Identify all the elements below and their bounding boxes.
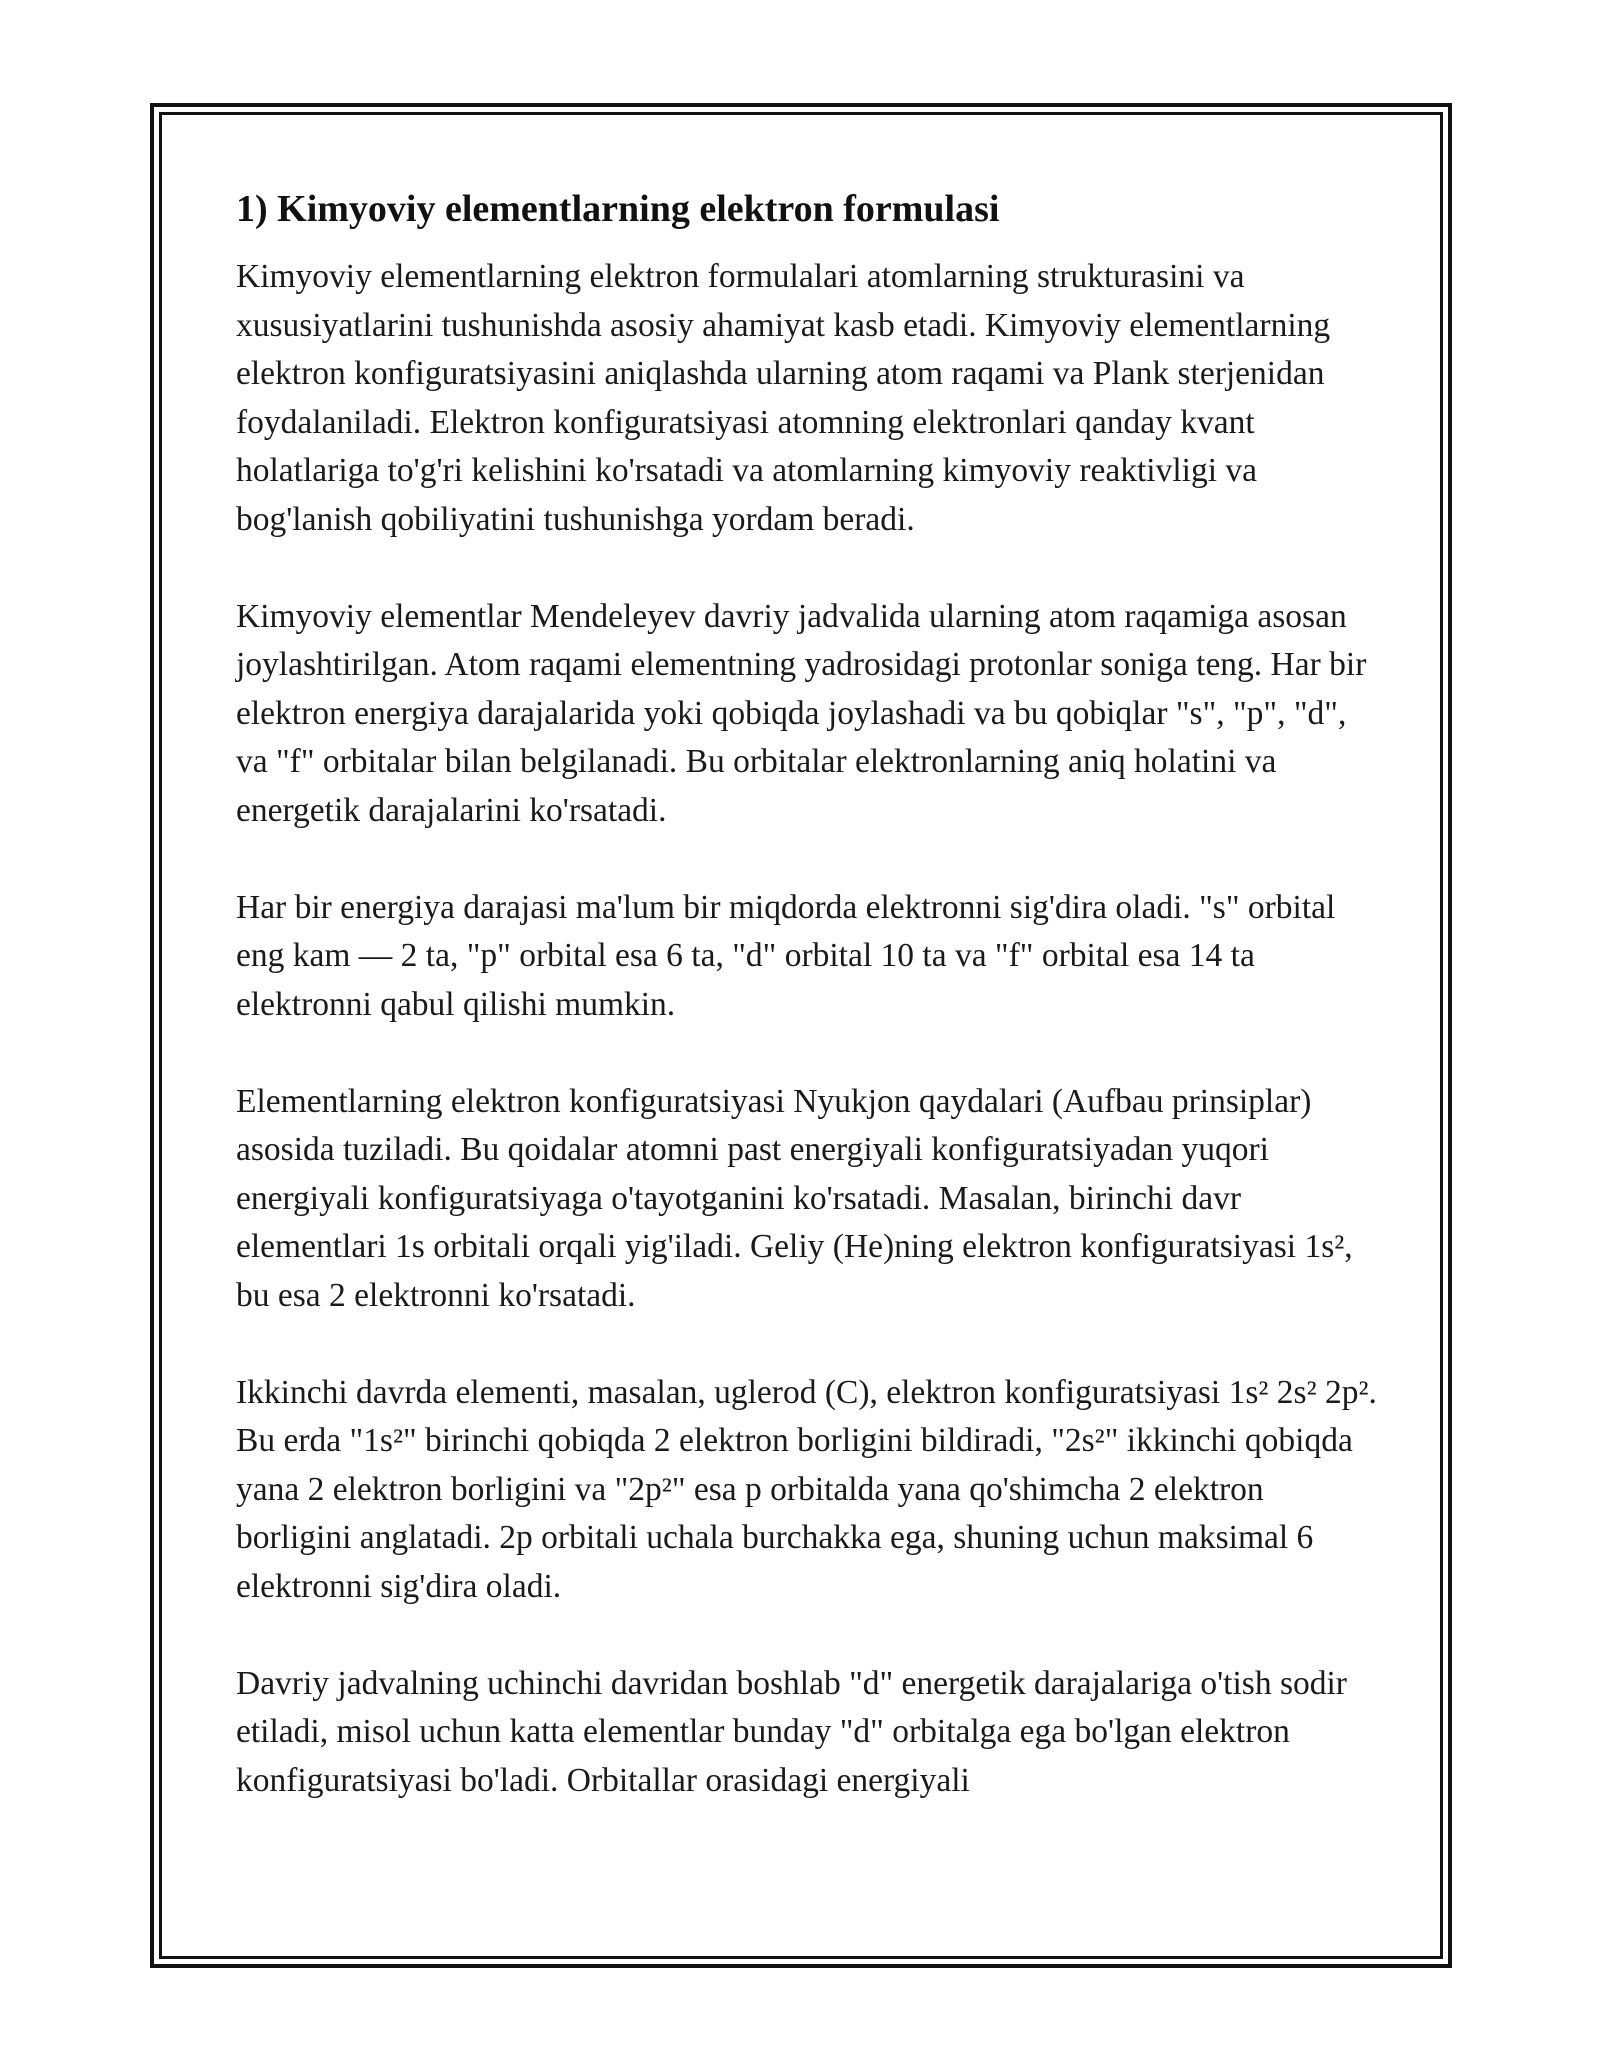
section-heading: 1) Kimyoviy elementlarning elektron formulasi xyxy=(236,188,1000,230)
paragraph-intro: Kimyoviy elementlarning elektron formulalari atomlarning strukturasini va xususiyatlarini tushunishda asosiy ahamiyat kasb etadi. Kimyoviy elementlarning elektron konfiguratsiyasini aniqlashda ularning atom raqami va Plank sterjenidan foydalaniladi. Elektron konfiguratsiyasi atomning elektronlari qanday kvant holatlariga to'g'ri kelishini ko'rsatadi va atomlarning kimyoviy reaktivligi va bog'lanish qobiliyatini tushunishga yordam beradi. xyxy=(236,258,1331,538)
paragraph-orbital-capacity: Har bir energiya darajasi ma'lum bir miqdorda elektronni sig'dira oladi. "s" orbital eng kam — 2 ta, "p" orbital esa 6 ta, "d" orbital 10 ta va "f" orbital esa 14 ta elektronni qabul qilishi mumkin. xyxy=(236,888,1336,1023)
paragraph-aufbau: Elementlarning elektron konfiguratsiyasi Nyukjon qaydalari (Aufbau prinsiplar) asosida tuziladi. Bu qoidalar atomni past energiyali konfiguratsiyadan yuqori energiyali konfiguratsiyaga o'tayotganini ko'rsatadi. Masalan, birinchi davr elementlari 1s orbitali orqali yig'iladi. Geliy (He)ning elektron konfiguratsiyasi 1s², bu esa 2 elektronni ko'rsatadi. xyxy=(236,1082,1353,1314)
paragraph-periodic-table: Kimyoviy elementlar Mendeleyev davriy jadvalida ularning atom raqamiga asosan joylashtirilgan. Atom raqami elementning yadrosidagi protonlar soniga teng. Har bir elektron energiya darajalarida yoki qobiqda joylashadi va bu qobiqlar "s", "p", "d", va "f" orbitalar bilan belgilanadi. Bu orbitalar elektronlarning aniq holatini va energetik darajalarini ko'rsatadi. xyxy=(236,597,1367,829)
document-body xyxy=(236,185,1386,1854)
paragraph-d-orbitals: Davriy jadvalning uchinchi davridan boshlab "d" energetik darajalariga o'tish sodir etiladi, misol uchun katta elementlar bunday "d" orbitalga ega bo'lgan elektron konfiguratsiyasi bo'ladi. Orbitallar orasidagi energiyali xyxy=(236,1664,1347,1799)
paragraph-carbon-example: Ikkinchi davrda elementi, masalan, uglerod (C), elektron konfiguratsiyasi 1s² 2s² 2p². Bu erda "1s²" birinchi qobiqda 2 elektron borligini bildiradi, "2s²" ikkinchi qobiqda yana 2 elektron borligini va "2p²" esa p orbitalda yana qo'shimcha 2 elektron borligini anglatadi. 2p orbitali uchala burchakka ega, shuning uchun maksimal 6 elektronni sig'dira oladi. xyxy=(236,1373,1377,1605)
